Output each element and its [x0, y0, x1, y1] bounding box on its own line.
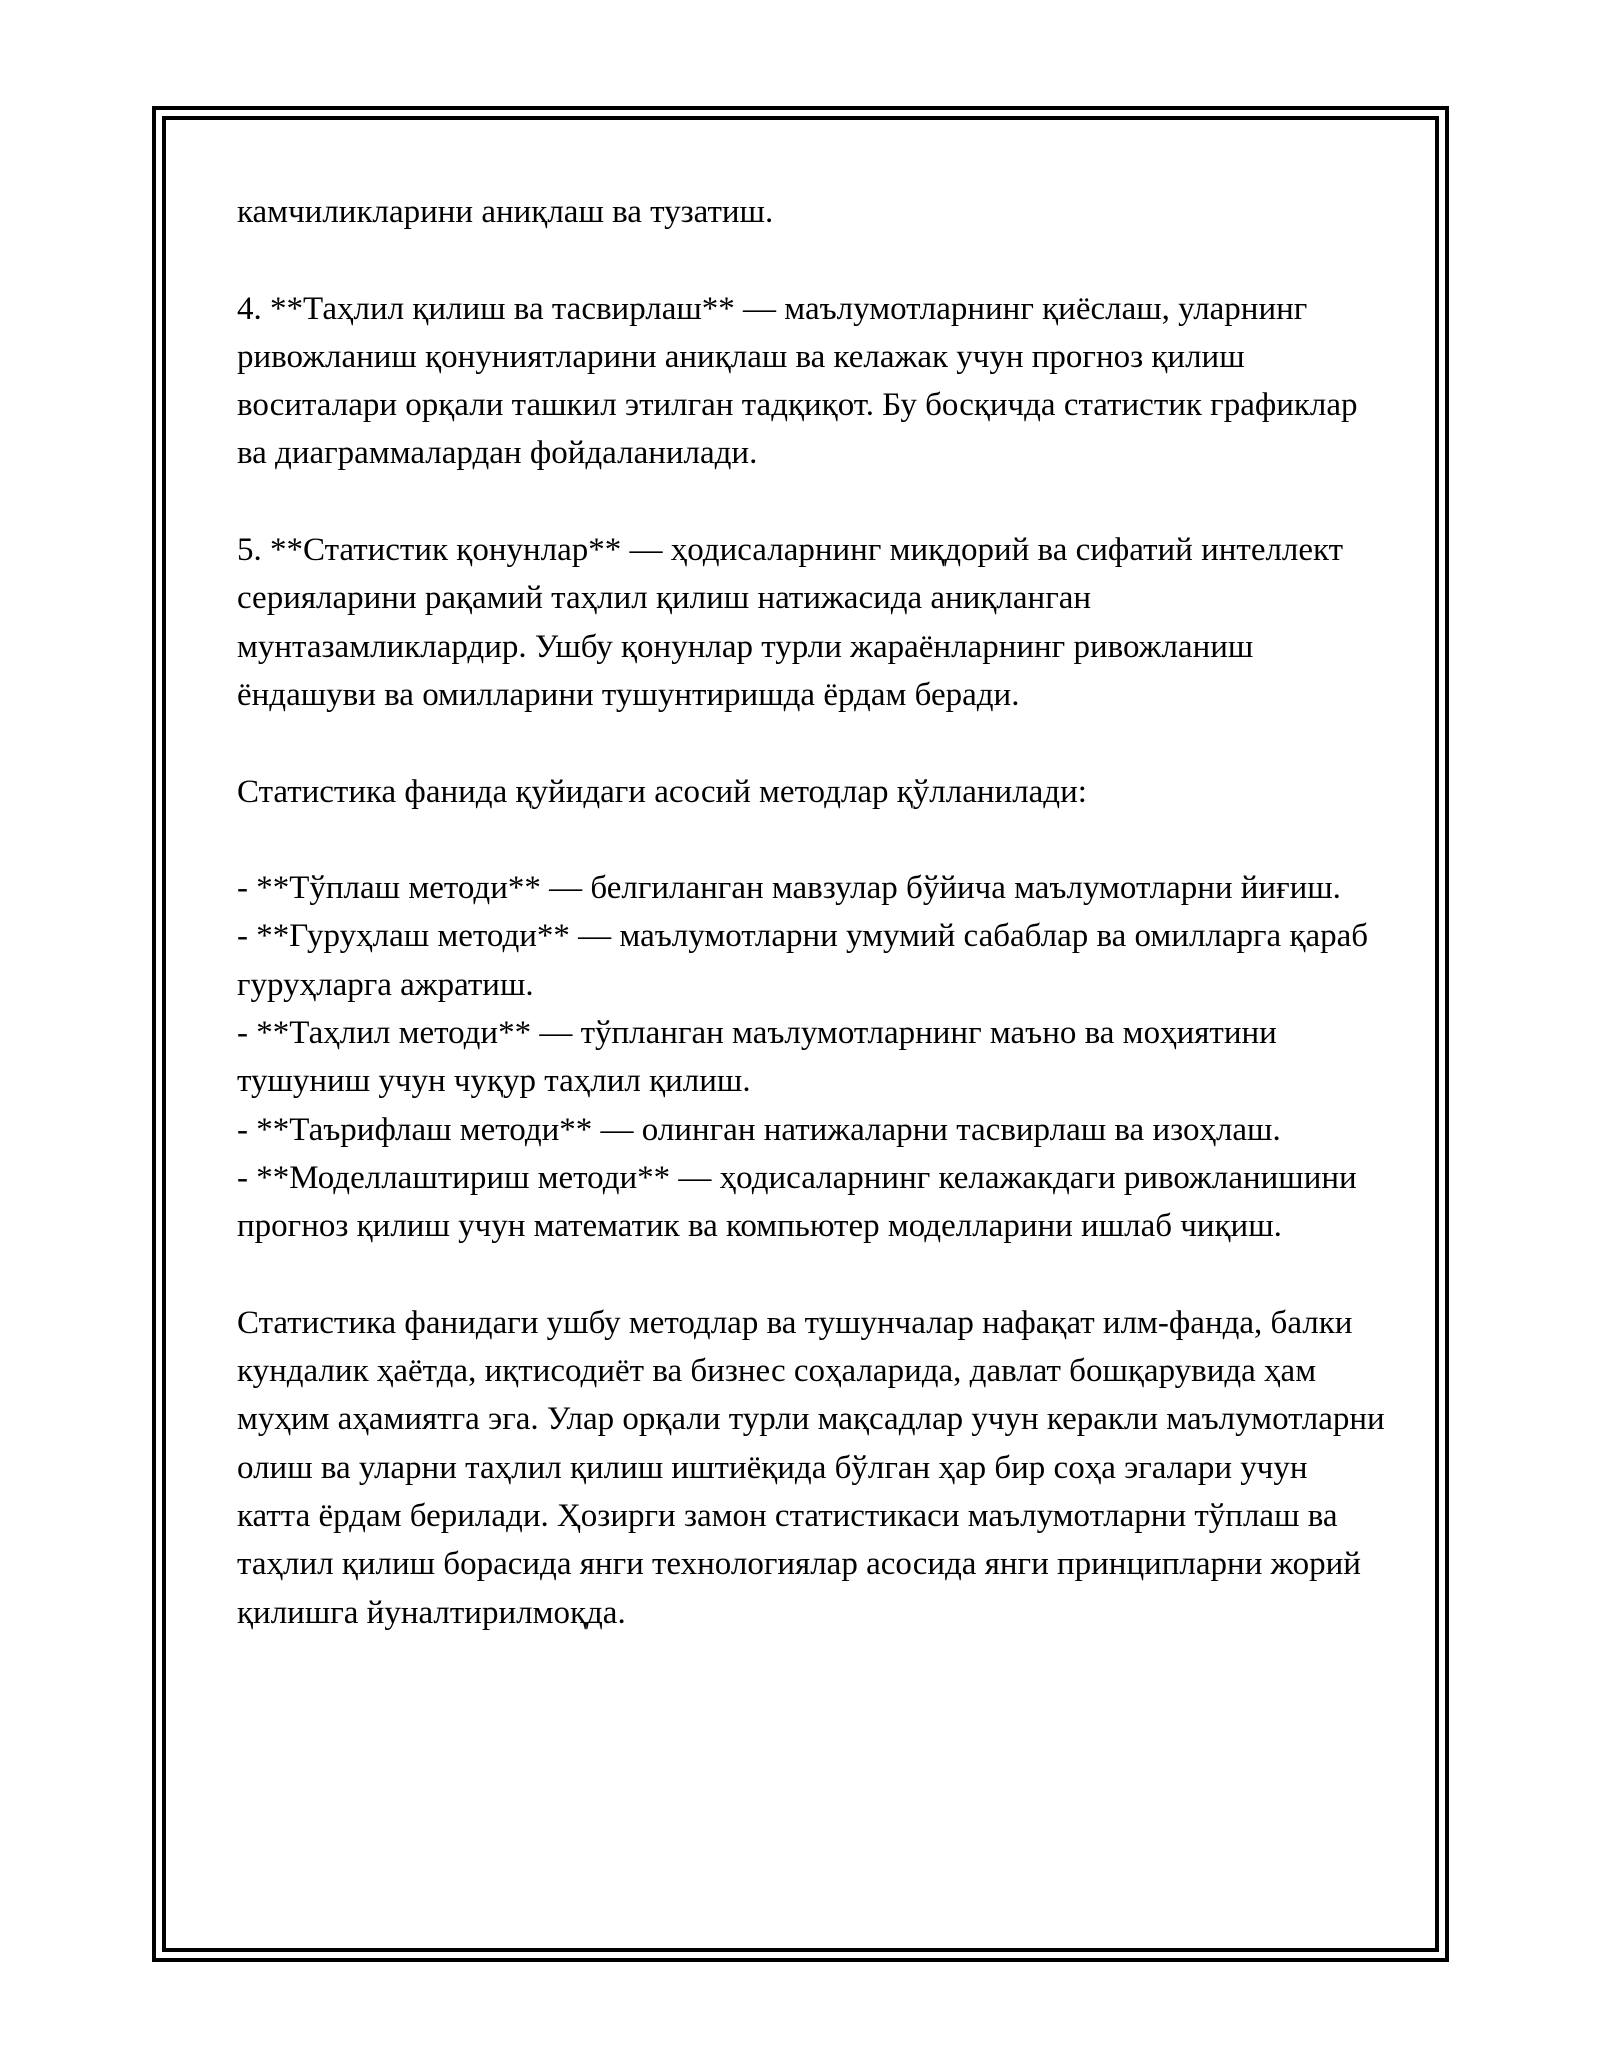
list-item-modeling-method: - **Моделлаштириш методи** — ҳодисаларнинг келажакдаги ривожланишини прогноз қилиш учун математик ва компьютер моделларини ишлаб чиқиш. [237, 1159, 1357, 1245]
paragraph-statistical-laws: 5. **Статистик қонунлар** — ҳодисаларнинг миқдорий ва сифатий интеллект серияларини рақамий таҳлил қилиш натижасида аниқланган мунтазамликлардир. Ушбу қонунлар турли жараёнларнинг ривожланиш ёндашуви ва омилларини тушунтиришда ёрдам беради. [237, 532, 1344, 713]
list-item-analysis-method: - **Таҳлил методи** — тўпланган маълумотларнинг маъно ва моҳиятини тушуниш учун чуқур таҳлил қилиш. [237, 1015, 1277, 1100]
document-body [237, 188, 1387, 1685]
paragraph-methods-intro: Статистика фанида қуйидаги асосий методлар қўлланилади: [237, 773, 1087, 810]
paragraph-analysis: 4. **Таҳлил қилиш ва тасвирлаш** — маълумотларнинг қиёслаш, уларнинг ривожланиш қонуниятларини аниқлаш ва келажак учун прогноз қилиш воситалари орқали ташкил этилган тадқиқот. Бу босқичда статистик графиклар ва диаграммалардан фойдаланилади. [237, 290, 1358, 472]
list-item-collection-method: - **Тўплаш методи** — белгиланган мавзулар бўйича маълумотларни йиғиш. [237, 870, 1341, 907]
methods-list [237, 864, 1387, 1250]
list-item-description-method: - **Таърифлаш методи** — олинган натижаларни тасвирлаш ва изоҳлаш. [237, 1111, 1281, 1148]
paragraph-conclusion: Статистика фанидаги ушбу методлар ва тушунчалар нафақат илм-фанда, балки кундалик ҳаётда, иқтисодиёт ва бизнес соҳаларида, давлат бошқарувида ҳам муҳим аҳамиятга эга. Улар орқали турли мақсадлар учун керакли маълумотларни олиш ва уларни таҳлил қилиш иштиёқида бўлган ҳар бир соҳа эгалари учун катта ёрдам берилади. Ҳозирги замон статистикаси маълумотларни тўплаш ва таҳлил қилиш борасида янги технологиялар асосида янги принципларни жорий қилишга йуналтирилмоқда. [237, 1304, 1385, 1631]
list-item-grouping-method: - **Гуруҳлаш методи** — маълумотларни умумий сабаблар ва омилларга қараб гуруҳларга ажратиш. [237, 918, 1369, 1003]
paragraph-continuation: камчиликларини аниқлаш ва тузатиш. [237, 194, 774, 230]
